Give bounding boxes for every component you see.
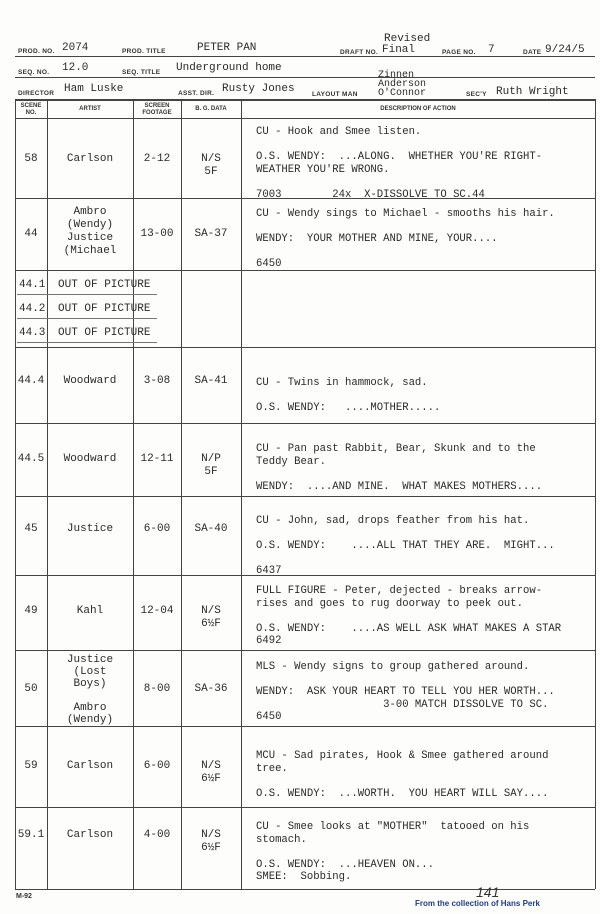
col-footage: SCREEN FOOTAGE (142, 103, 172, 116)
bg-data-2: 6½F (201, 842, 221, 854)
artist: Woodward (63, 375, 117, 387)
draft-revised: Revised (384, 33, 431, 45)
secy-label: SEC'Y (466, 91, 487, 98)
description: CU - Pan past Rabbit, Bear, Skunk and to the Teddy Bear. WENDY: ....AND MINE. WHAT MAKES MOTHERS.... (256, 443, 543, 493)
scene-no: 44.2 (19, 303, 46, 315)
prod-title: PETER PAN (197, 42, 257, 54)
artist: OUT OF PICTURE (58, 327, 151, 339)
seq-no: 12.0 (62, 62, 89, 74)
scene-no: 44.5 (17, 453, 45, 465)
bg-data-2: 6½F (201, 618, 221, 630)
artist: Carlson (66, 153, 114, 165)
description: CU - John, sad, drops feather from his hat. O.S. WENDY: ....ALL THAT THEY ARE. MIGHT... 6437 (256, 515, 555, 577)
col-artist: ARTIST (79, 106, 101, 112)
director-label: DIRECTOR (18, 90, 55, 97)
prod-no-label: PROD. NO. (18, 48, 55, 55)
artist: Justice (66, 523, 114, 535)
description: CU - Smee looks at "MOTHER" tatooed on his stomach. O.S. WENDY: ...HEAVEN ON... SMEE: Sobbing. (256, 821, 530, 883)
draft-no-label: DRAFT NO. (340, 49, 379, 56)
collection-credit: From the collection of Hans Perk (415, 899, 540, 908)
draft-no: Final (382, 44, 416, 56)
scene-no: 44.1 (19, 279, 46, 291)
bg-data: N/P (201, 453, 221, 465)
secy: Ruth Wright (496, 86, 569, 98)
scene-no: 49 (24, 605, 38, 617)
date-label: DATE (523, 49, 542, 56)
footage: 8-00 (143, 683, 171, 695)
page-no: 7 (488, 44, 495, 56)
prod-title-label: PROD. TITLE (122, 48, 166, 55)
scene-no: 44.3 (19, 327, 46, 339)
footage: 3-08 (143, 375, 171, 387)
scene-no: 44.4 (17, 375, 45, 387)
layout-1: Zinnen (378, 70, 415, 81)
bg-data: N/S (201, 153, 221, 165)
artist: OUT OF PICTURE (58, 303, 151, 315)
bg-data-2: 5F (204, 466, 218, 478)
bg-data: SA-40 (194, 523, 228, 535)
footage: 12-04 (140, 605, 174, 617)
bg-data: SA-37 (194, 228, 228, 240)
footage: 4-00 (143, 829, 171, 841)
bg-data: SA-41 (194, 375, 228, 387)
description: CU - Hook and Smee listen. O.S. WENDY: ...ALONG. WHETHER YOU'RE RIGHT- WEATHER YOU'RE WRONG. 7003 24x X-DISSOLVE TO SC.44 (256, 126, 543, 201)
description: CU - Wendy sings to Michael - smooths his hair. WENDY: YOUR MOTHER AND MINE, YOUR.... 6450 (256, 208, 555, 270)
seq-title: Underground home (176, 62, 282, 74)
form-number: M-92 (16, 893, 32, 900)
director: Ham Luske (64, 83, 124, 95)
description: FULL FIGURE - Peter, dejected - breaks arrow- rises and goes to rug doorway to peek out. O.S. WENDY: ....AS WELL ASK WHAT MAKES A STAR 6492 (256, 585, 562, 647)
scene-no: 58 (24, 153, 38, 165)
scene-no: 59.1 (17, 829, 45, 841)
artist: OUT OF PICTURE (58, 279, 151, 291)
bg-data-2: 5F (204, 166, 218, 178)
seq-title-label: SEQ. TITLE (122, 69, 161, 76)
col-bg-data: B. G. DATA (195, 106, 227, 112)
artist: Carlson (66, 760, 114, 772)
scene-no: 59 (24, 760, 38, 772)
footage: 2-12 (143, 153, 171, 165)
artist: Ambro (Wendy) Justice (Michael (63, 206, 117, 257)
footage: 6-00 (143, 760, 171, 772)
bg-data: SA-36 (194, 683, 228, 695)
scene-no: 45 (24, 523, 38, 535)
page-no-label: PAGE NO. (442, 49, 476, 56)
scene-no: 44 (24, 228, 38, 240)
layout-man-label: LAYOUT MAN (312, 91, 358, 98)
prod-no: 2074 (62, 42, 89, 54)
date: 9/24/5 (545, 44, 585, 56)
description: CU - Twins in hammock, sad. O.S. WENDY: ....MOTHER..... (256, 377, 441, 414)
description: MLS - Wendy signs to group gathered around. WENDY: ASK YOUR HEART TO TELL YOU HER WORTH... 3-00 MATCH DISSOLVE TO SC. 6450 (256, 661, 555, 723)
bg-data: N/S (201, 760, 221, 772)
artist: Woodward (63, 453, 117, 465)
footage: 13-00 (140, 228, 174, 240)
artist: Justice (Lost Boys) Ambro (Wendy) (66, 654, 114, 726)
footage: 12-11 (140, 453, 174, 465)
bg-data: N/S (201, 605, 221, 617)
col-scene: SCENE NO. (20, 103, 42, 116)
scene-no: 50 (24, 683, 38, 695)
layout-3: O'Connor (378, 88, 427, 99)
bg-data-2: 6½F (201, 773, 221, 785)
bg-data: N/S (201, 829, 221, 841)
seq-no-label: SEQ. NO. (18, 69, 50, 76)
layout-2: Anderson (378, 79, 427, 90)
artist: Carlson (66, 829, 114, 841)
col-description: DESCRIPTION OF ACTION (380, 106, 456, 112)
asst-dir-label: ASST. DIR. (178, 90, 215, 97)
handwritten-page-number: 141 (476, 884, 500, 900)
description: MCU - Sad pirates, Hook & Smee gathered around tree. O.S. WENDY: ...WORTH. YOU HEART WILL SAY.... (256, 750, 549, 800)
asst-dir: Rusty Jones (222, 83, 295, 95)
footage: 6-00 (143, 523, 171, 535)
artist: Kahl (76, 605, 104, 617)
